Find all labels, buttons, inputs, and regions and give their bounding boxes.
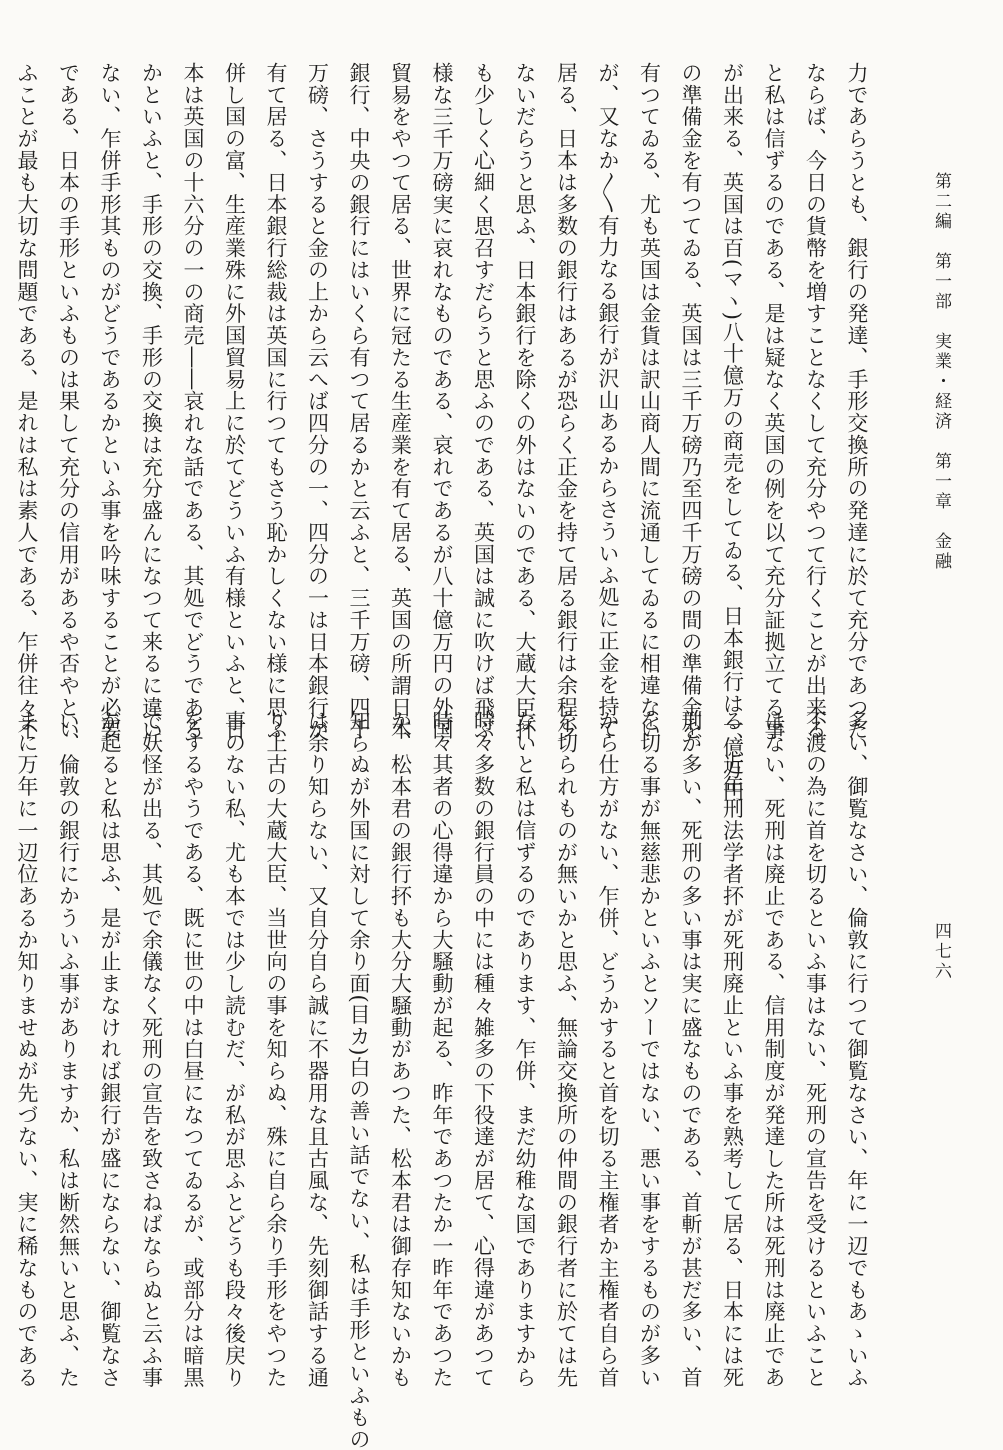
upper-text-block	[15, 62, 877, 803]
text-column: 居る、日本は多数の銀行はあるが恐らく正金を持て居る銀行は余程少	[554, 62, 579, 741]
text-column: ならば、今日の貨幣を増すことなくして充分やつて行くことが出来る	[803, 62, 828, 741]
text-column: をするやうである、既に世の中は白昼になつてゐるが、或部分は暗黒	[181, 710, 205, 1389]
text-column: 万磅、さうすると金の上から云へば四分の一、四分の一は日本銀行が	[305, 62, 330, 741]
text-column: 銀行、中央の銀行にはいくら有つて居るかと云ふと、三千万磅、四千	[347, 62, 371, 741]
text-column: から仕方がない、乍併、どうかすると首を切る主権者か主権者自ら首	[596, 710, 620, 1389]
text-column: を切られものが無いかと思ふ、無論交換所の仲間の銀行者に於ては先	[554, 710, 579, 1389]
page-number: 四七六	[931, 922, 951, 982]
text-column: 多い、御覧なさい、倫敦に行つて御覧なさい、年に一辺でもあゝいふ	[845, 710, 869, 1389]
text-column: で妖怪が出る、其処で余儀なく死刑の宣告を致さねばならぬと云ふ事	[139, 710, 164, 1389]
text-column: は余り知らない、又自分自ら誠に不器用な且古風な、先刻御話する通	[305, 710, 330, 1389]
text-column: 貿易をやつて居る、世界に冠たる生産業を有て居る、英国の所謂日本	[388, 62, 413, 741]
text-column: が起ると私は思ふ、是が止まなければ銀行が盛にならない、御覧なさ	[98, 710, 122, 1389]
text-column: 力であらうとも、銀行の発達、手形交換所の発達に於て充分であつた	[845, 62, 869, 741]
text-column: 有つてゐる、尤も英国は金貨は訳山商人間に流通してゐるに相違ない	[637, 62, 662, 741]
text-column: り上古の大蔵大臣、当世向の事を知らぬ、殊に自ら余り手形をやつた	[264, 710, 288, 1389]
text-column: 時々其者の心得違から大騒動が起る、昨年であつたか一昨年であつた	[430, 710, 454, 1389]
text-column: の準備金を有つてゐる、英国は三千万磅乃至四千万磅の間の準備金を	[679, 62, 703, 741]
text-column: かといふと、手形の交換、手形の交換は充分盛んになつて来るに違い	[139, 62, 164, 741]
text-column: る、近年刑法学者抔が死刑廃止といふ事を熟考して居る、日本には死	[720, 710, 745, 1389]
text-column: ない、乍併手形其ものがどうであるかといふ事を吟味することが必要	[98, 62, 122, 741]
text-column: である、日本の手形といふものは果して充分の信用があるや否やとい	[56, 62, 81, 741]
text-column: 知らぬが外国に対して余り面(目カ)白の善い話でない、私は手形といふもの	[347, 710, 371, 1450]
text-column: い、倫敦の銀行にかういふ事がありますか、私は断然無いと思ふ、た	[56, 710, 81, 1389]
text-column	[0, 710, 6, 1295]
text-column: 不渡の為に首を切るといふ事はない、死刑の宣告を受けるといふこと	[803, 710, 828, 1389]
text-column: か、松本君の銀行抔も大分大騒動があつた、松本君は御存知ないかも	[388, 710, 413, 1389]
text-column: 刑が多い、死刑の多い事は実に盛なものである、首斬が甚だ多い、首	[679, 710, 703, 1389]
text-column: ないと私は信ずるのであります、乍併、まだ幼稚な国でありますから	[513, 710, 537, 1389]
text-column: が、又なか〳〵有力なる銀行が沢山あるからさういふ処に正金を持て	[596, 62, 620, 740]
text-column: ないだらうと思ふ、日本銀行を除くの外はないのである、大蔵大臣抔	[513, 62, 537, 741]
text-column: 時々多数の銀行員の中には種々雑多の下役達が居て、心得違があつて	[471, 710, 496, 1389]
text-column: を切る事が無慈悲かといふとソーではない、悪い事をするものが多い	[637, 710, 662, 1389]
text-column: 本は英国の十六分の一の商売――哀れな話である、其処でどうである	[181, 62, 205, 741]
text-column: 事のない私、尤も本では少し読むだ、が私が思ふとどうも段々後戻り	[222, 710, 247, 1389]
text-column	[0, 62, 6, 647]
text-column: 有て居る、日本銀行総裁は英国に行つてもさう恥かしくない様に思ふ	[264, 62, 288, 741]
text-column: まに万年に一辺位あるか知りませぬが先づない、実に稀なものである	[15, 710, 39, 1389]
lower-text-block	[15, 710, 877, 1450]
text-column: と私は信ずるのである、是は疑なく英国の例を以て充分証拠立てる事	[762, 62, 786, 741]
running-head: 第二編 第一部 実業・経済 第一章 金融	[931, 172, 951, 572]
text-column: ふことが最も大切な問題である、是れは私は素人である、乍併往々不	[15, 62, 39, 741]
text-column: 併し国の富、生産業殊に外国貿易上に於てどういふ有様といふと、日	[222, 62, 247, 741]
text-column: 様な三千万磅実に哀れなものである、哀れであるが八十億万円の外国	[430, 62, 454, 741]
text-column: が出来る、英国は百(マヽ)八十億万の商売をしてゐる、日本銀行は一億万円	[720, 62, 745, 803]
text-column: も少しく心細く思召すだらうと思ふのである、英国は誠に吹けば飛ぶ	[471, 62, 496, 741]
text-column: はない、死刑は廃止である、信用制度が発達した所は死刑は廃止であ	[762, 710, 786, 1389]
